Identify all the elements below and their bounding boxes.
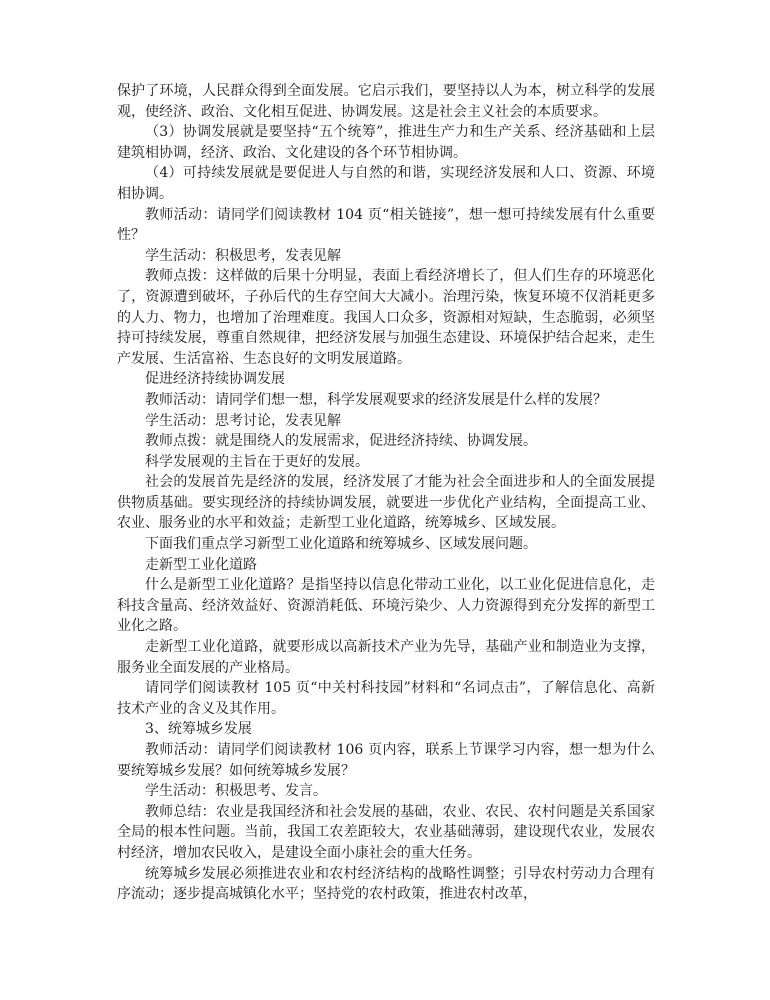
paragraph-6: 教师点拨：这样做的后果十分明显，表面上看经济增长了，但人们生存的环境恶化了，资源遭到破坏，子孙后代的生存空间大大减小。治理污染，恢复环境不仅消耗更多的人力、物力，也增加了治理难度。我国人口众多，资源相对短缺，生态脆弱，必须坚持可持续发展，尊重自然规律，把经济发展与加强生态建设、环境保护结合起来，走生产发展、生活富裕、生态良好的文明发展道路。 bbox=[117, 268, 655, 367]
document-body bbox=[117, 81, 655, 905]
paragraph-12: 社会的发展首先是经济的发展，经济发展了才能为社会全面进步和人的全面发展提供物质基础。要实现经济的持续协调发展，就要进一步优化产业结构，全面提高工业、农业、服务业的水平和效益；走新型工业化道路，统筹城乡、区域发展。 bbox=[117, 474, 655, 532]
section-heading-industrialization: 走新型工业化道路 bbox=[145, 556, 257, 573]
paragraph-8: 教师活动：请同学们想一想，科学发展观要求的经济发展是什么样的发展？ bbox=[145, 391, 607, 408]
paragraph-22: 统筹城乡发展必须推进农业和农村经济结构的战略性调整；引导农村劳动力合理有序流动；逐步提高城镇化水平；坚持党的农村政策，推进农村改革， bbox=[117, 865, 655, 903]
paragraph-1: 保护了环境，人民群众得到全面发展。它启示我们，要坚持以人为本，树立科学的发展观，使经济、政治、文化相互促进、协调发展。这是社会主义社会的本质要求。 bbox=[117, 83, 655, 120]
paragraph-13: 下面我们重点学习新型工业化道路和统筹城乡、区域发展问题。 bbox=[145, 536, 537, 553]
paragraph-3: （4）可持续发展就是要促进人与自然的和谐，实现经济发展和人口、资源、环境相协调。 bbox=[117, 165, 655, 202]
paragraph-2: （3）协调发展就是要坚持“五个统筹”，推进生产力和生产关系、经济基础和上层建筑相协调，经济、政治、文化建设的各个环节相协调。 bbox=[117, 124, 655, 161]
paragraph-5: 学生活动：积极思考，发表见解 bbox=[145, 247, 341, 264]
section-heading-urban-rural: 3、统筹城乡发展 bbox=[145, 721, 252, 738]
section-heading-economy: 促进经济持续协调发展 bbox=[145, 371, 285, 388]
paragraph-15: 什么是新型工业化道路？是指坚持以信息化带动工业化，以工业化促进信息化，走科技含量高、经济效益好、资源消耗低、环境污染少、人力资源得到充分发挥的新型工业化之路。 bbox=[117, 577, 655, 635]
paragraph-10: 教师点拨：就是围绕人的发展需求，促进经济持续、协调发展。 bbox=[145, 433, 537, 450]
paragraph-17: 请同学们阅读教材 105 页“中关村科技园”材料和“名词点击”，了解信息化、高新技术产业的含义及其作用。 bbox=[117, 680, 655, 717]
paragraph-21: 教师总结：农业是我国经济和社会发展的基础，农业、农民、农村问题是关系国家全局的根本性问题。当前，我国工农差距较大，农业基础薄弱，建设现代农业，发展农村经济，增加农民收入，是建设全面小康社会的重大任务。 bbox=[117, 803, 655, 861]
paragraph-16: 走新型工业化道路，就要形成以高新技术产业为先导，基础产业和制造业为支撑，服务业全面发展的产业格局。 bbox=[117, 639, 655, 676]
paragraph-9: 学生活动：思考讨论，发表见解 bbox=[145, 412, 341, 429]
paragraph-11: 科学发展观的主旨在于更好的发展。 bbox=[145, 453, 369, 470]
paragraph-20: 学生活动：积极思考、发言。 bbox=[145, 783, 327, 800]
paragraph-4: 教师活动：请同学们阅读教材 104 页“相关链接”，想一想可持续发展有什么重要性？ bbox=[117, 206, 655, 244]
paragraph-19: 教师活动：请同学们阅读教材 106 页内容，联系上节课学习内容，想一想为什么要统筹城乡发展？如何统筹城乡发展？ bbox=[117, 742, 655, 779]
